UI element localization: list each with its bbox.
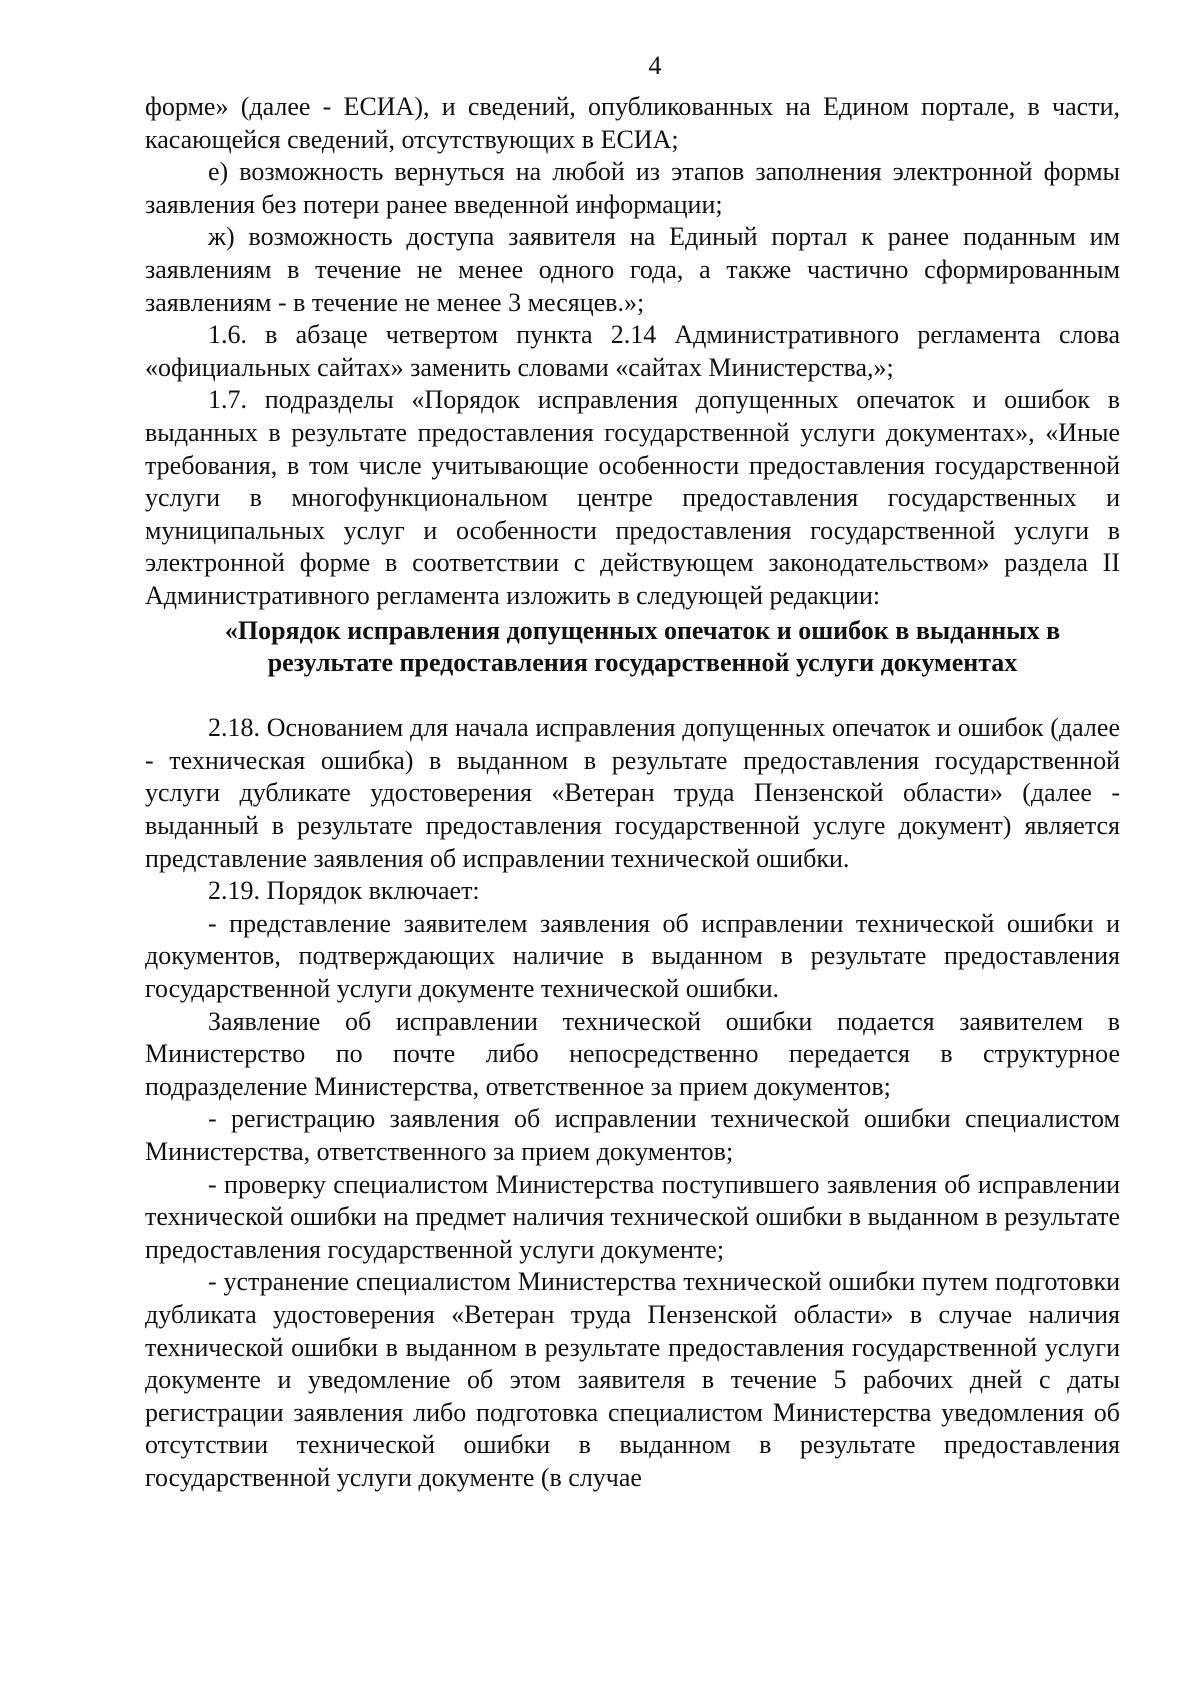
paragraph: 1.7. подразделы «Порядок исправления допущенных опечаток и ошибок в выданных в результате предоставления государственной услуги документах», «Иные требования, в том числе учитывающие особенности предоставления государственной услуги в многофункциональном центре предоставления государственных и муниципальных услуг и особенности предоставления государственной услуги в электронной форме в соответствии с действующем законодательством» раздела II Административного регламента изложить в следующей редакции: [145, 385, 1120, 610]
paragraph: ж) возможность доступа заявителя на Единый портал к ранее поданным им заявлениям в течение не менее одного года, а также частично сформированным заявлениям - в течение не менее 3 месяцев.»; [145, 222, 1120, 317]
paragraph: - проверку специалистом Министерства поступившего заявления об исправлении технической ошибки на предмет наличия технической ошибки в выданном в результате предоставления государственной услуги документе; [145, 1169, 1120, 1264]
paragraph: 2.19. Порядок включает: [208, 876, 480, 906]
paragraph: - представление заявителем заявления об исправлении технической ошибки и документов, подтверждающих наличие в выданном в результате предоставления государственной услуги документе технической ошибки. [145, 908, 1120, 1004]
page-number: 4 [648, 51, 662, 80]
paragraph: - регистрацию заявления об исправлении технической ошибки специалистом Министерства, ответственного за прием документов; [145, 1104, 1120, 1166]
paragraph: - устранение специалистом Министерства технической ошибки путем подготовки дубликата удостоверения «Ветеран труда Пензенской области» в случае наличия технической ошибки в выданном в результате предоставления государственной услуги документе и уведомление об этом заявителя в течение 5 рабочих дней с даты регистрации заявления либо подготовка специалистом Министерства уведомления об отсутствии технической ошибки в выданном в результате предоставления государственной услуги документе (в случае [145, 1267, 1120, 1492]
paragraph: 2.18. Основанием для начала исправления допущенных опечаток и ошибок (далее - техническая ошибка) в выданном в результате предоставления государственной услуги дубликате удостоверения «Ветеран труда Пензенской области» (далее - выданный в результате предоставления государственной услуге документ) является представление заявления об исправлении технической ошибки. [145, 713, 1120, 873]
paragraph: е) возможность вернуться на любой из этапов заполнения электронной формы заявления без потери ранее введенной информации; [145, 157, 1120, 219]
section-heading: «Порядок исправления допущенных опечаток и ошибок в выданных в результате предоставления государственной услуги документах [224, 615, 1061, 678]
paragraph: Заявление об исправлении технической ошибки подается заявителем в Министерство по почте либо непосредственно передается в структурное подразделение Министерства, ответственное за прием документов; [145, 1006, 1120, 1101]
blank-line [145, 680, 1120, 713]
paragraph: форме» (далее - ЕСИА), и сведений, опубликованных на Едином портале, в части, касающейся сведений, отсутствующих в ЕСИА; [145, 92, 1120, 154]
paragraph: 1.6. в абзаце четвертом пункта 2.14 Административного регламента слова «официальных сайтах» заменить словами «сайтах Министерства,»; [145, 320, 1120, 382]
